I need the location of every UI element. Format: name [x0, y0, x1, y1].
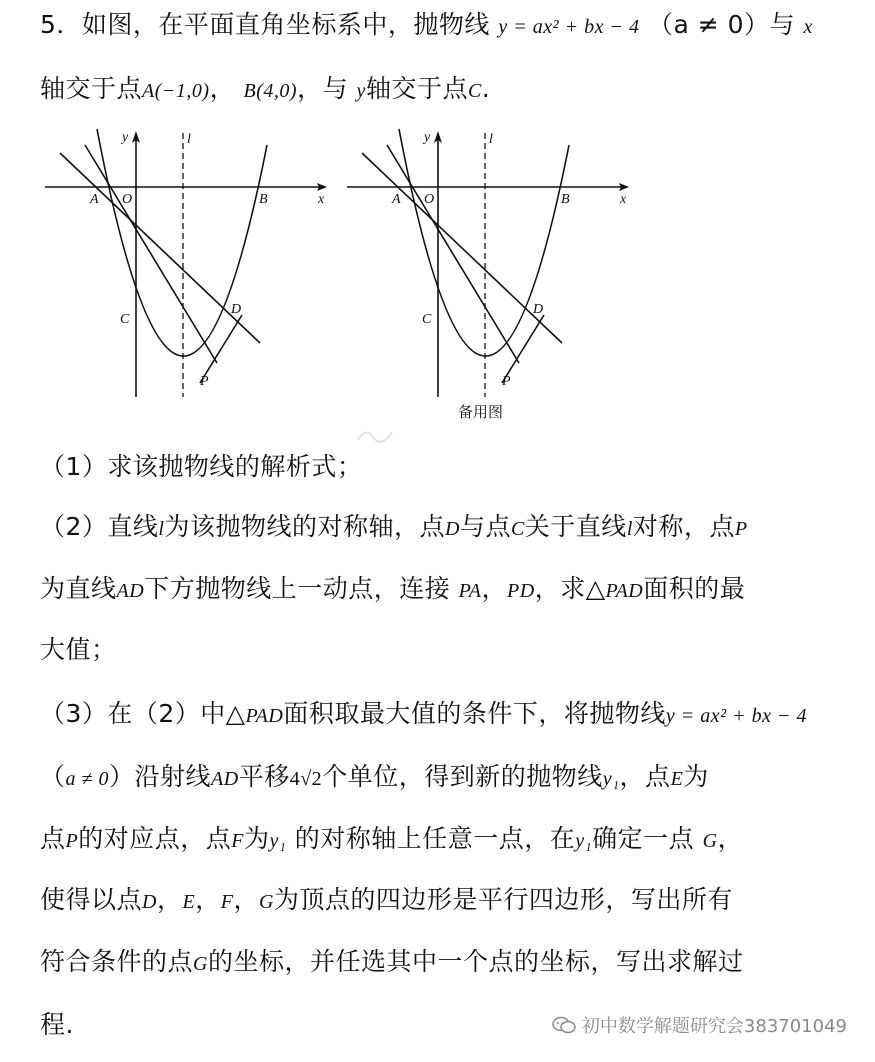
problem-line-1: 5．如图，在平面直角坐标系中，抛物线 y = ax² + bx − 4 （a ≠ 0）与 x: [40, 10, 813, 39]
watermark-text: 初中数学解题研究会383701049: [581, 1016, 847, 1037]
label-p: P: [200, 374, 209, 389]
part-3-line-6: 程.: [40, 1010, 74, 1039]
line-ad: [362, 153, 562, 343]
label-l: l: [489, 132, 493, 147]
problem-number: 5．: [40, 10, 82, 39]
part-3-line-3: 点P的对应点，点F为y₁ 的对称轴上任意一点，在y₁确定一点 G，: [40, 824, 744, 853]
figure-main: [40, 125, 340, 400]
line-pd: [200, 315, 242, 383]
label-y: y: [122, 130, 129, 145]
part-3-line-2: （a ≠ 0）沿射线AD平移4√2个单位，得到新的抛物线y₁，点E为: [40, 762, 709, 791]
label-b: B: [561, 192, 570, 207]
line-ad: [60, 153, 260, 343]
label-o: O: [424, 192, 435, 207]
wechat-icon: [552, 1016, 576, 1034]
label-x: x: [620, 192, 627, 207]
part-2-line-3: 大值；: [40, 635, 117, 664]
point-a: A(−1,0): [142, 80, 210, 102]
part-3-line-5: 符合条件的点G的坐标，并任选其中一个点的坐标，写出求解过: [40, 947, 744, 976]
label-l: l: [187, 132, 191, 147]
watermark: [552, 1012, 847, 1038]
figure-caption: 备用图: [458, 403, 504, 421]
parabola-equation: y = ax² + bx − 4: [498, 16, 640, 38]
line-pd: [502, 315, 544, 383]
line-ap: [85, 145, 217, 363]
label-c: C: [120, 312, 130, 327]
problem-line-2: 轴交于点A(−1,0)， B(4,0)，与 y轴交于点C.: [40, 74, 491, 103]
figure-spare: [342, 125, 642, 400]
part-1: （1）求该抛物线的解析式；: [40, 452, 363, 481]
label-b: B: [259, 192, 268, 207]
label-d: D: [533, 302, 544, 317]
point-b: B(4,0): [243, 80, 298, 102]
faint-watermark-mark: [352, 420, 400, 450]
line-ap: [387, 145, 519, 363]
label-y: y: [424, 130, 431, 145]
label-p: P: [502, 374, 511, 389]
part-2-line-1: （2）直线l为该抛物线的对称轴，点D与点C关于直线l对称，点P: [40, 512, 748, 541]
part-2-line-2: 为直线AD下方抛物线上一动点，连接 PA，PD，求△PAD面积的最: [40, 574, 746, 603]
part-3-line-4: 使得以点D，E，F，G为顶点的四边形是平行四边形，写出所有: [40, 885, 733, 914]
label-d: D: [231, 302, 242, 317]
label-x: x: [318, 192, 325, 207]
label-o: O: [122, 192, 133, 207]
label-a: A: [90, 192, 99, 207]
label-a: A: [392, 192, 401, 207]
label-c: C: [422, 312, 432, 327]
part-3-line-1: （3）在（2）中△PAD面积取最大值的条件下，将抛物线y = ax² + bx − 4: [40, 699, 807, 728]
